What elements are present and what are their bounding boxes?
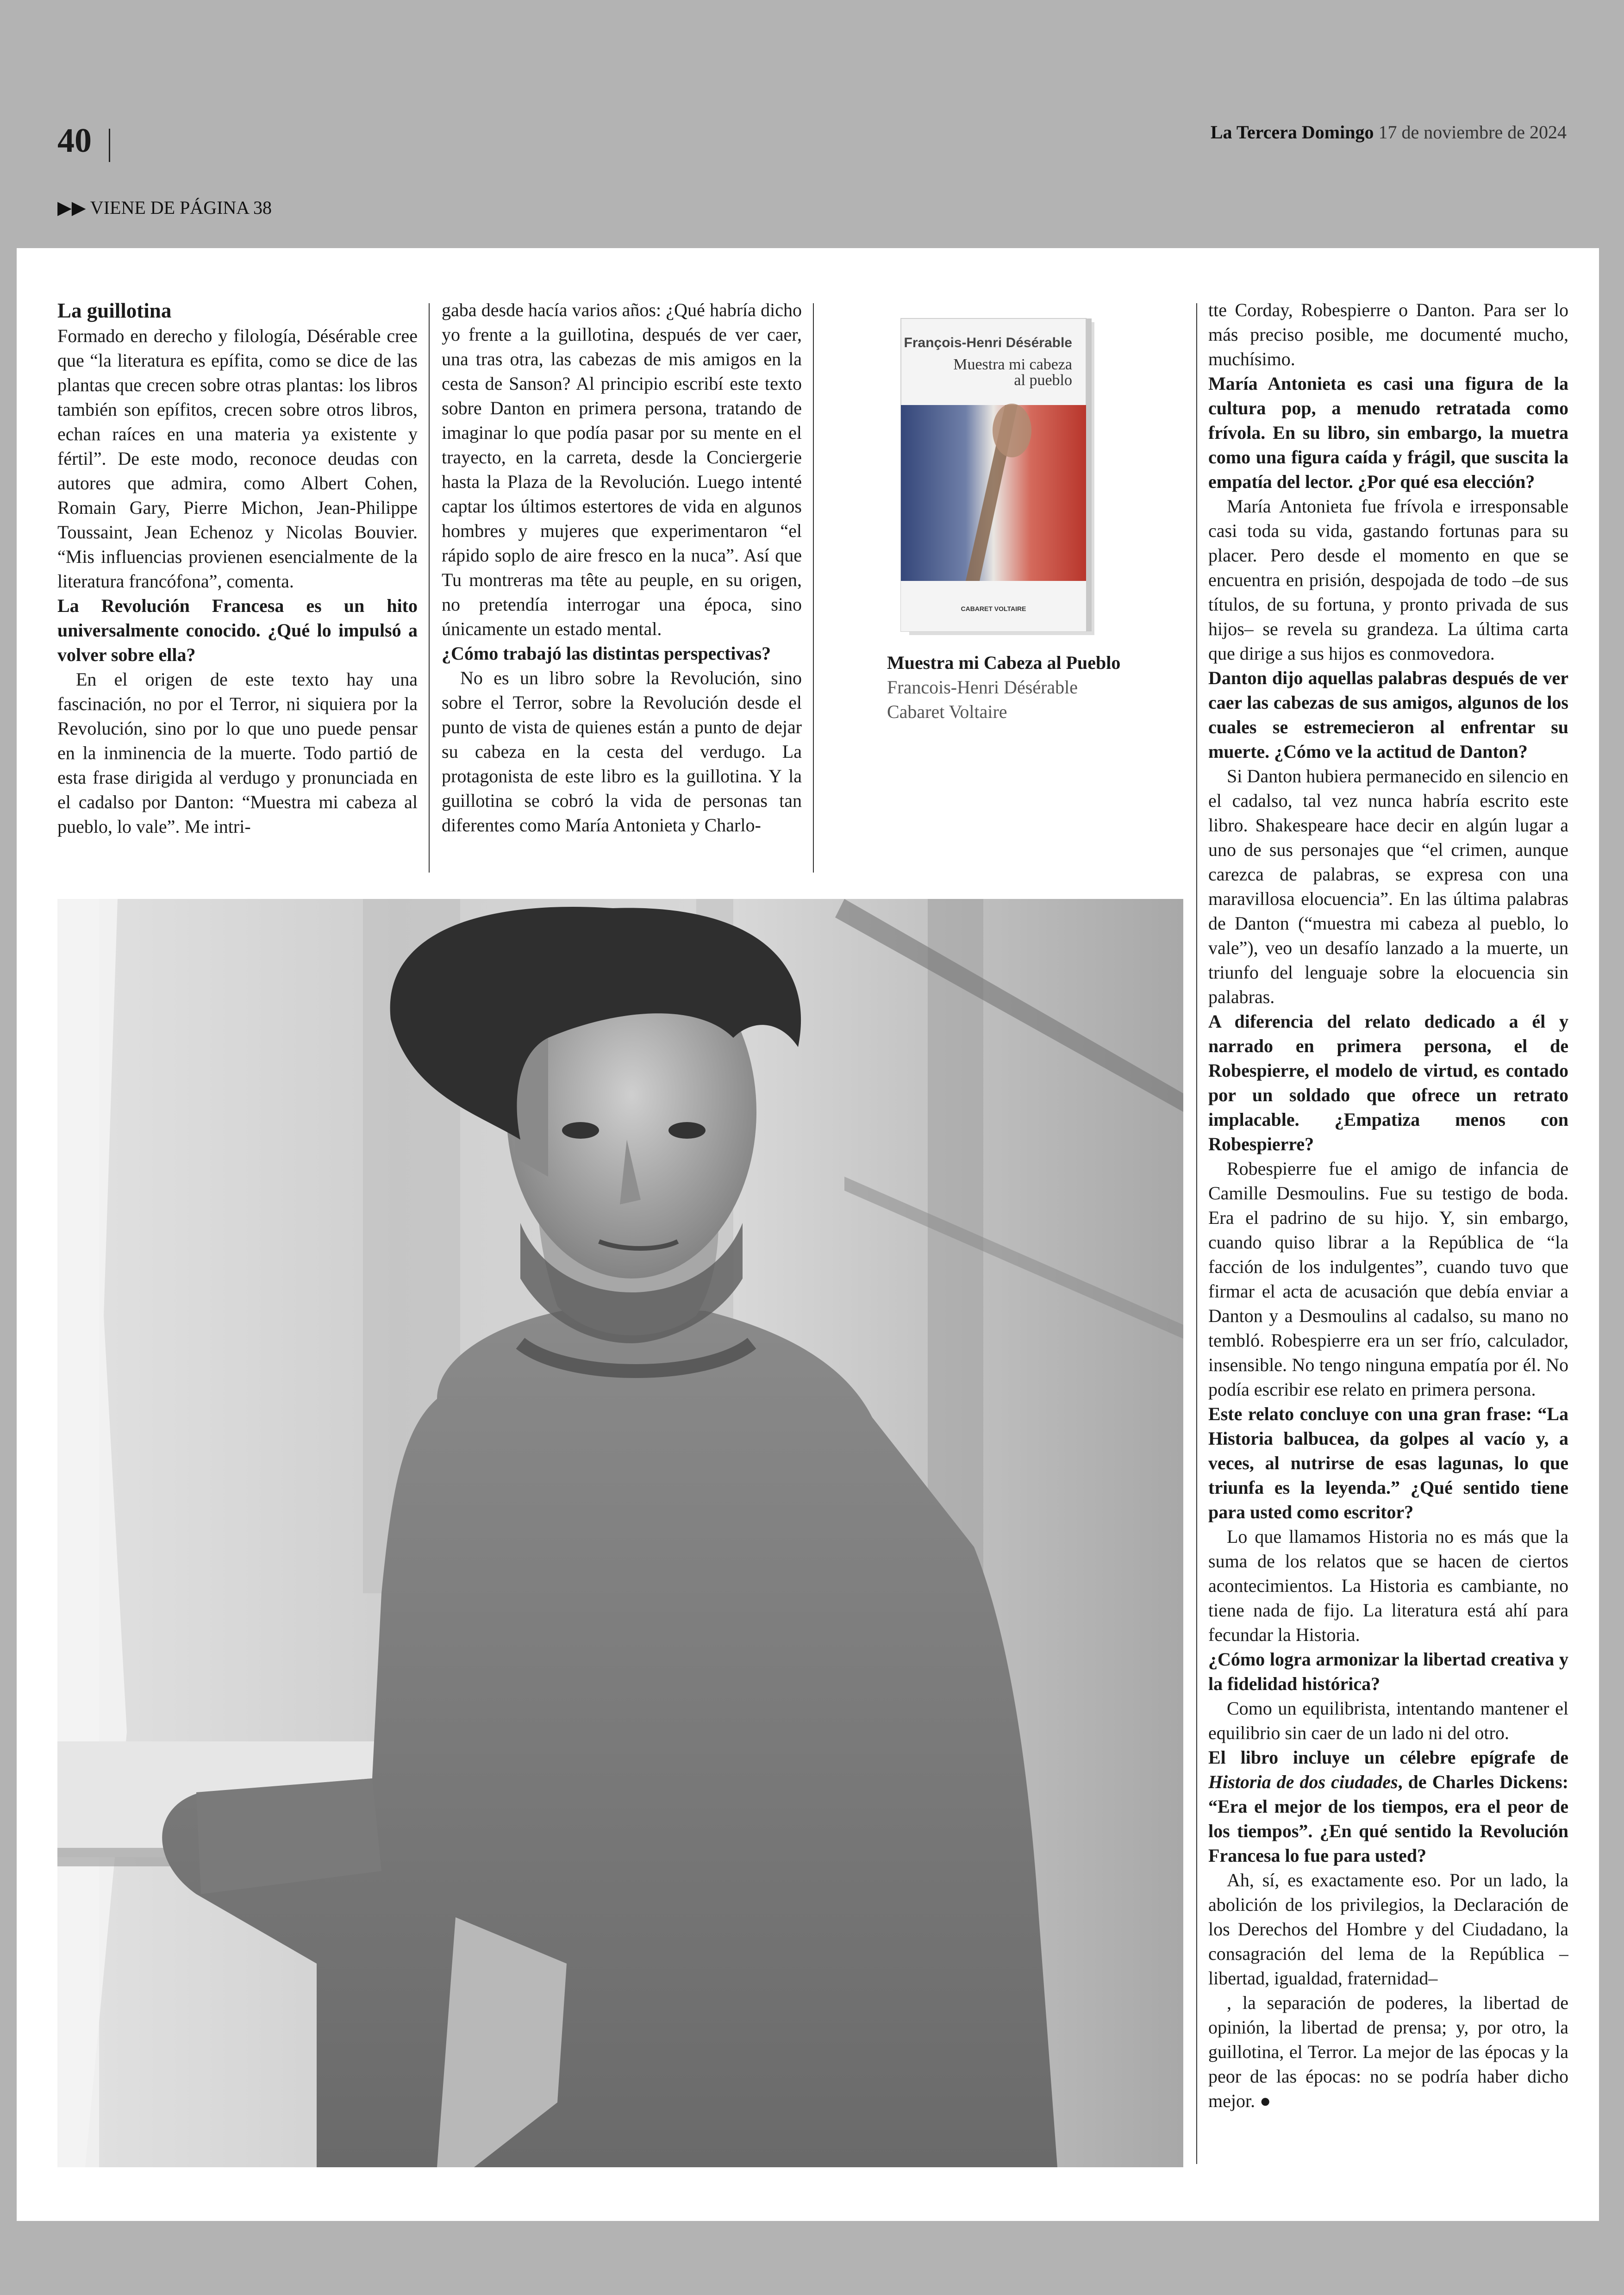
answer-text: , la separación de poderes, la libertad de opinión, la libertad de prensa; y, por otro, la guillotina, el Terror. La mejor de las épocas y la peor de las épocas: no se podría haber dicho mejor. bbox=[1208, 1992, 1568, 2111]
interview-question: La Revolución Francesa es un hito universalmente conocido. ¿Qué lo impulsó a volver sobre ella? bbox=[57, 595, 418, 665]
interview-question bbox=[1208, 1745, 1568, 1868]
interview-answer: María Antonieta fue frívola e irresponsable casi toda su vida, gastando fortunas para su placer. Pero desde el momento en que se encuentra en prisión, despojada de todo –de sus títulos, de su fortuna, y pronto privada de sus hijos– se revela su grandeza. La última carta que dirige a sus hijos es conmovedora. bbox=[1208, 496, 1568, 664]
question-text: El libro incluye un célebre epígrafe de bbox=[1208, 1747, 1568, 1768]
interview-question: María Antonieta es casi una figura de la cultura pop, a menudo retratada como frívola. En su libro, sin embargo, la muetra como una figura caída y frágil, que suscita la empatía del lector. ¿Por qué esa elección? bbox=[1208, 373, 1568, 492]
book-title-italic: Historia de dos ciudades bbox=[1208, 1771, 1398, 1792]
cover-title-line1: Muestra mi cabeza bbox=[953, 356, 1072, 373]
column-rule bbox=[813, 303, 814, 873]
continued-from-label: ▶▶ VIENE DE PÁGINA 38 bbox=[57, 197, 272, 218]
question-text: , de Charles Dickens: “Era el mejor de los tiempos, era el peor de los tiempos”. ¿En qué sentido la Revolución Francesa lo fue para usted? bbox=[1208, 1771, 1568, 1866]
column-rule bbox=[429, 303, 430, 873]
issue-date: 17 de noviembre de 2024 bbox=[1378, 122, 1567, 143]
author-portrait-photo bbox=[57, 899, 1183, 2167]
cover-publisher: CABARET VOLTAIRE bbox=[961, 605, 1026, 612]
column-1 bbox=[57, 298, 418, 886]
interview-answer: Ah, sí, es exactamente eso. Por un lado, la abolición de los privilegios, la Declaración de los Derechos del Hombre y del Ciudadano, la consagración del lema de la República –libertad, igualdad, fraternidad– bbox=[1208, 1870, 1568, 1989]
end-mark-icon: ● bbox=[1260, 2090, 1271, 2111]
section-heading: La guillotina bbox=[57, 299, 172, 322]
cover-title-line2: al pueblo bbox=[1014, 372, 1072, 389]
interview-question: Danton dijo aquellas palabras después de ver caer las cabezas de sus amigos, algunos de los cuales se estremecieron al enfrentar su muerte. ¿Cómo ve la actitud de Danton? bbox=[1208, 667, 1568, 762]
publication-name: La Tercera Domingo bbox=[1210, 122, 1374, 143]
cover-author: François-Henri Désérable bbox=[904, 335, 1072, 350]
interview-question: ¿Cómo trabajó las distintas perspectivas? bbox=[442, 643, 771, 664]
interview-question: Este relato concluye con una gran frase: “La Historia balbucea, da golpes al vacío y, a veces, al nutrirse de esas lagunas, lo que triunfa es la leyenda.” ¿Qué sentido tiene para usted como escritor? bbox=[1208, 1403, 1568, 1522]
interview-answer: No es un libro sobre la Revolución, sino sobre el Terror, sobre la Revolución desde el punto de vista de quienes están a punto de dejar su cabeza en la cesta del verdugo. La protagonista de este libro es la guillotina. Y la guillotina se cobró la vida de personas tan diferentes como María Antonieta y Charlo- bbox=[442, 667, 802, 836]
book-caption-title: Muestra mi Cabeza al Pueblo bbox=[887, 652, 1121, 673]
interview-answer: Si Danton hubiera permanecido en silencio en el cadalso, tal vez nunca habría escrito este libro. Shakespeare hace decir en algún lugar a uno de sus personajes que “el crimen, aunque carezca de palabras, se expresa con una maravillosa elocuencia”. En las última palabras de Danton (“muestra mi cabeza al pueblo, lo vale”), veo un desafío lanzado a la muerte, un triunfo del lenguaje sobre la elocuencia sin palabras. bbox=[1208, 766, 1568, 1007]
book-cover-image bbox=[896, 315, 1104, 639]
paragraph: Formado en derecho y filología, Désérable cree que “la literatura es epífita, como se dice de las plantas que crecen sobre otras plantas: los libros también son epífitos, crecen sobre otros libros, echan raíces en una materia ya existente y fértil”. De este modo, reconoce deudas con autores que admira, como Albert Cohen, Romain Gary, Pierre Michon, Jean-Philippe Toussaint, Jean Echenoz y Nicolas Bouvier. “Mis influencias provienen esencialmente de la literatura francófona”, comenta. bbox=[57, 325, 418, 592]
book-caption-publisher: Cabaret Voltaire bbox=[887, 701, 1007, 722]
interview-question: A diferencia del relato dedicado a él y narrado en primera persona, el de Robespierre, el modelo de virtud, es contado por un soldado que ofrece un retrato implacable. ¿Empatiza menos con Robespierre? bbox=[1208, 1011, 1568, 1154]
interview-question: ¿Cómo logra armonizar la libertad creativa y la fidelidad histórica? bbox=[1208, 1649, 1568, 1694]
interview-answer: Como un equilibrista, intentando mantener el equilibrio sin caer de un lado ni del otro. bbox=[1208, 1698, 1568, 1743]
column-rule bbox=[1196, 303, 1197, 2164]
interview-answer: tte Corday, Robespierre o Danton. Para ser lo más preciso posible, me documenté mucho, muchísimo. bbox=[1208, 299, 1568, 369]
page-number: 40 bbox=[57, 122, 92, 160]
interview-answer: Lo que llamamos Historia no es más que la suma de los relatos que se hacen de ciertos acontecimientos. La Historia es cambiante, no tiene nada de fijo. La literatura está ahí para fecundar la Historia. bbox=[1208, 1526, 1568, 1645]
column-2 bbox=[442, 298, 802, 872]
interview-answer: gaba desde hacía varios años: ¿Qué habría dicho yo frente a la guillotina, después de ver caer, una tras otra, las cabezas de mis amigos en la cesta de Sanson? Al principio escribí este texto sobre Danton en primera persona, tratando de imaginar lo que podía pasar por su mente en el trayecto, en la carreta, desde la Conciergerie hasta la Plaza de la Revolución. Luego intenté captar los últimos estertores de vida en algunos hombres y mujeres que experimentaron “el rápido soplo de aire fresco en la nuca”. Así que Tu montreras ma tête au peuple, en su origen, no pretendía interrogar una época, sino únicamente un estado mental. bbox=[442, 299, 802, 639]
interview-answer: Robespierre fue el amigo de infancia de Camille Desmoulins. Fue su testigo de boda. Era el padrino de su hijo. Y, sin embargo, cuando quiso librar a la República de “la facción de los indulgentes”, cuando tuvo que firmar el acta de acusación que debía enviar a Danton y a Desmoulins al cadalso, su mano no tembló. Robespierre era un ser frío, calculador, insensible. No tengo ninguna empatía por él. No podía escribir ese relato en primera persona. bbox=[1208, 1158, 1568, 1400]
interview-answer: En el origen de este texto hay una fascinación, no por el Terror, ni siquiera por la Revolución, sino por lo que uno puede pensar en la inminencia de la muerte. Todo partió de esta frase dirigida al verdugo y pronunciada en el cadalso por Danton: “Muestra mi cabeza al pueblo, lo vale”. Me intri- bbox=[57, 669, 418, 837]
page-number-divider bbox=[109, 129, 110, 162]
column-4 bbox=[1208, 298, 1568, 2172]
book-caption-author: Francois-Henri Désérable bbox=[887, 677, 1078, 698]
interview-answer bbox=[1208, 1990, 1568, 2113]
masthead bbox=[1211, 121, 1567, 143]
book-caption bbox=[887, 650, 1128, 724]
